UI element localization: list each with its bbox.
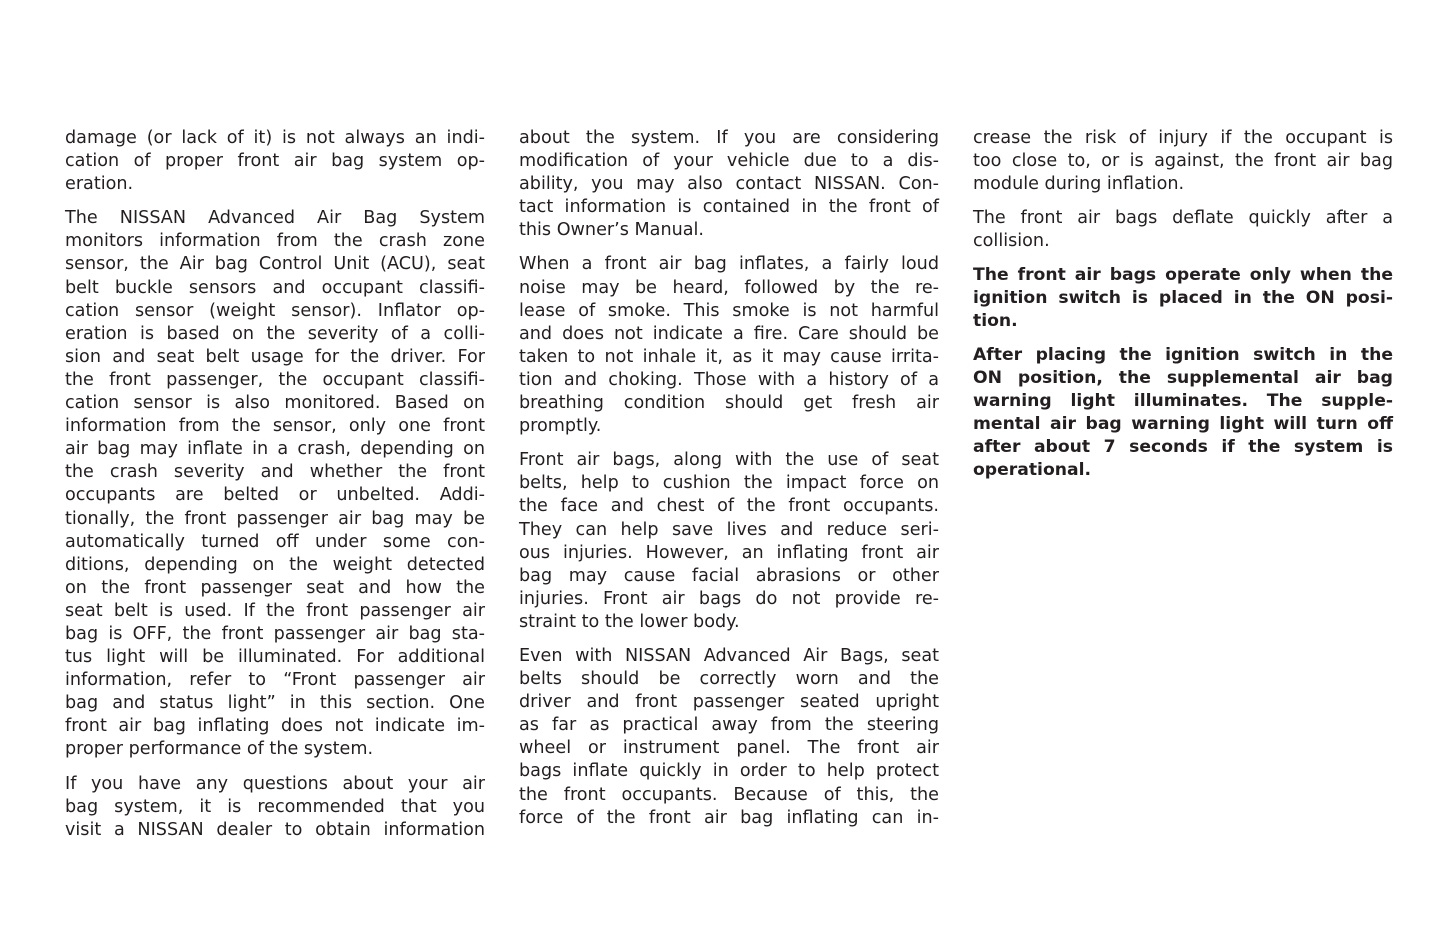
text-line: eration.	[65, 174, 134, 195]
text-line: noise may be heard, followed by the re-	[519, 277, 939, 298]
text-column-middle	[519, 127, 939, 841]
text-line: When a front air bag inflates, a fairly loud	[519, 254, 939, 275]
text-line: warning light illuminates. The supple-	[973, 391, 1393, 411]
text-column-right	[973, 127, 1393, 493]
text-line: after about 7 seconds if the system is	[973, 437, 1393, 457]
text-line: monitors information from the crash zone	[65, 231, 485, 252]
text-line: cation of proper front air bag system op-	[65, 151, 485, 172]
text-line: The NISSAN Advanced Air Bag System	[65, 208, 485, 229]
text-line: After placing the ignition switch in the	[973, 345, 1393, 365]
text-line: cation sensor is also monitored. Based on	[65, 393, 485, 414]
text-line: If you have any questions about your air	[65, 773, 485, 794]
text-line: lease of smoke. This smoke is not harmful	[519, 300, 939, 321]
text-line: wheel or instrument panel. The front air	[519, 738, 939, 759]
text-line: bags inflate quickly in order to help protect	[519, 761, 939, 782]
text-line: They can help save lives and reduce seri-	[519, 519, 939, 540]
body-paragraph	[519, 127, 939, 242]
text-line: straint to the lower body.	[519, 611, 740, 632]
text-line: The front air bags deflate quickly after a	[973, 208, 1393, 228]
text-line: and does not indicate a fire. Care should be	[519, 323, 939, 344]
text-line: modification of your vehicle due to a dis-	[519, 151, 939, 172]
text-line: force of the front air bag inflating can in-	[519, 807, 939, 828]
text-line: promptly.	[519, 416, 602, 437]
bold-notice-paragraph	[973, 344, 1393, 482]
body-paragraph	[973, 207, 1393, 253]
text-line: information from the sensor, only one front	[65, 416, 485, 437]
text-line: sensor, the Air bag Control Unit (ACU), seat	[65, 254, 485, 275]
text-line: ignition switch is placed in the ON posi-	[973, 288, 1393, 308]
text-line: crease the risk of injury if the occupant is	[973, 128, 1393, 148]
text-line: the face and chest of the front occupants.	[519, 496, 939, 517]
text-line: sion and seat belt usage for the driver. For	[65, 346, 485, 367]
text-line: occupants are belted or unbelted. Addi-	[65, 485, 485, 506]
text-line: breathing condition should get fresh air	[519, 393, 939, 414]
text-line: tionally, the front passenger air bag may be	[65, 508, 485, 529]
text-line: collision.	[973, 231, 1050, 251]
bold-notice-paragraph	[973, 264, 1393, 333]
text-line: operational.	[973, 460, 1092, 480]
text-line: the crash severity and whether the front	[65, 462, 485, 483]
text-line: front air bag inflating does not indicate im-	[65, 716, 485, 737]
text-line: the front occupants. Because of this, the	[519, 784, 939, 805]
text-line: the front passenger, the occupant classifi-	[65, 369, 485, 390]
text-line: too close to, or is against, the front air bag	[973, 151, 1393, 171]
text-line: this Owner’s Manual.	[519, 220, 705, 241]
text-line: about the system. If you are considering	[519, 128, 939, 148]
text-line: proper performance of the system.	[65, 739, 374, 760]
body-paragraph	[65, 207, 485, 761]
text-line: visit a NISSAN dealer to obtain information	[65, 819, 485, 840]
text-line: taken to not inhale it, as it may cause irrita-	[519, 346, 939, 367]
text-line: Even with NISSAN Advanced Air Bags, seat	[519, 645, 939, 666]
body-paragraph	[519, 449, 939, 634]
text-line: eration is based on the severity of a colli-	[65, 323, 485, 344]
text-line: ditions, depending on the weight detected	[65, 554, 485, 575]
text-line: on the front passenger seat and how the	[65, 577, 485, 598]
text-line: ous injuries. However, an inflating front air	[519, 542, 939, 563]
text-line: belt buckle sensors and occupant classifi-	[65, 277, 485, 298]
text-line: bag is OFF, the front passenger air bag sta-	[65, 623, 485, 644]
text-line: tion.	[973, 311, 1018, 331]
text-line: module during inflation.	[973, 174, 1185, 194]
text-line: belts should be correctly worn and the	[519, 669, 939, 690]
text-line: bag and status light” in this section. One	[65, 693, 485, 714]
text-line: ON position, the supplemental air bag	[973, 368, 1393, 388]
text-line: tion and choking. Those with a history of a	[519, 369, 939, 390]
text-line: Front air bags, along with the use of seat	[519, 450, 939, 471]
text-line: cation sensor (weight sensor). Inflator op-	[65, 300, 485, 321]
body-paragraph	[519, 253, 939, 438]
text-line: The front air bags operate only when the	[973, 265, 1393, 285]
body-paragraph	[973, 127, 1393, 196]
text-line: tact information is contained in the front of	[519, 197, 939, 218]
text-line: injuries. Front air bags do not provide re-	[519, 588, 939, 609]
body-paragraph	[65, 127, 485, 196]
text-column-left	[65, 127, 485, 853]
text-line: belts, help to cushion the impact force on	[519, 473, 939, 494]
text-line: damage (or lack of it) is not always an indi-	[65, 128, 485, 148]
text-line: tus light will be illuminated. For additional	[65, 647, 485, 668]
text-line: seat belt is used. If the front passenger air	[65, 600, 485, 621]
text-line: bag system, it is recommended that you	[65, 796, 485, 817]
text-line: ability, you may also contact NISSAN. Con-	[519, 174, 939, 195]
text-line: automatically turned off under some con-	[65, 531, 485, 552]
text-line: driver and front passenger seated upright	[519, 692, 939, 713]
body-paragraph	[65, 773, 485, 842]
text-line: bag may cause facial abrasions or other	[519, 565, 939, 586]
text-line: information, refer to “Front passenger air	[65, 670, 485, 691]
body-paragraph	[519, 645, 939, 830]
text-line: as far as practical away from the steering	[519, 715, 939, 736]
text-line: mental air bag warning light will turn off	[973, 414, 1393, 434]
text-line: air bag may inflate in a crash, depending on	[65, 439, 485, 460]
